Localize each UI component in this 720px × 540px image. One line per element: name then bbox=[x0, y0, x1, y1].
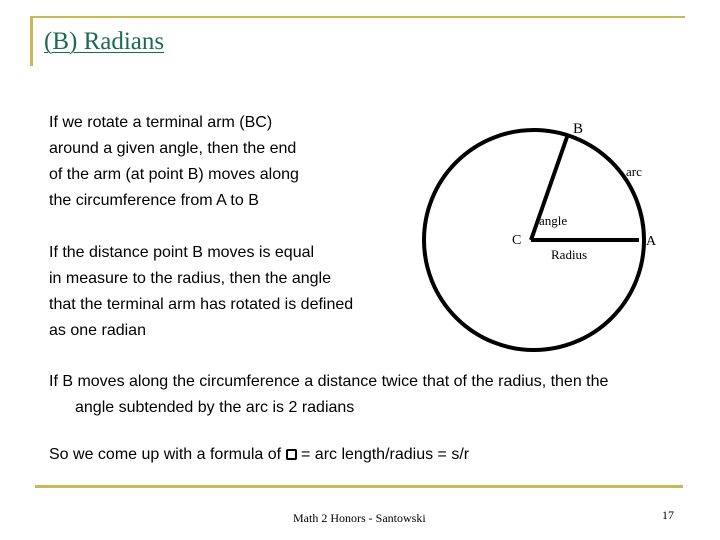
footer-rule bbox=[35, 485, 683, 488]
label-angle: angle bbox=[539, 213, 568, 228]
text-line: that the terminal arm has rotated is defined bbox=[49, 296, 354, 313]
label-radius: Radius bbox=[551, 247, 588, 262]
text-line: in measure to the radius, then the angle bbox=[49, 270, 331, 287]
text-line: of the arm (at point B) moves along bbox=[49, 166, 299, 183]
text-line: around a given angle, then the end bbox=[49, 140, 297, 157]
text-line: If B moves along the circumference a distance twice that of the radius, then the bbox=[49, 373, 609, 390]
slide-title: (B) Radians bbox=[44, 28, 165, 55]
page-number: 17 bbox=[662, 508, 674, 522]
label-b: B bbox=[573, 121, 584, 137]
text-line: If the distance point B moves is equal bbox=[49, 244, 315, 261]
label-c: C bbox=[512, 233, 522, 248]
footer-text: Math 2 Honors - Santowski bbox=[293, 511, 426, 525]
text-line: If we rotate a terminal arm (BC) bbox=[49, 114, 273, 131]
label-a: A bbox=[646, 234, 657, 249]
text-segment: = arc length/radius = s/r bbox=[296, 446, 470, 463]
text-line: angle subtended by the arc is 2 radians bbox=[75, 399, 355, 416]
label-arc: arc bbox=[626, 164, 642, 179]
text-line: the circumference from A to B bbox=[49, 192, 259, 209]
text-segment: So we come up with a formula of bbox=[49, 446, 286, 463]
text-line: as one radian bbox=[49, 322, 146, 339]
